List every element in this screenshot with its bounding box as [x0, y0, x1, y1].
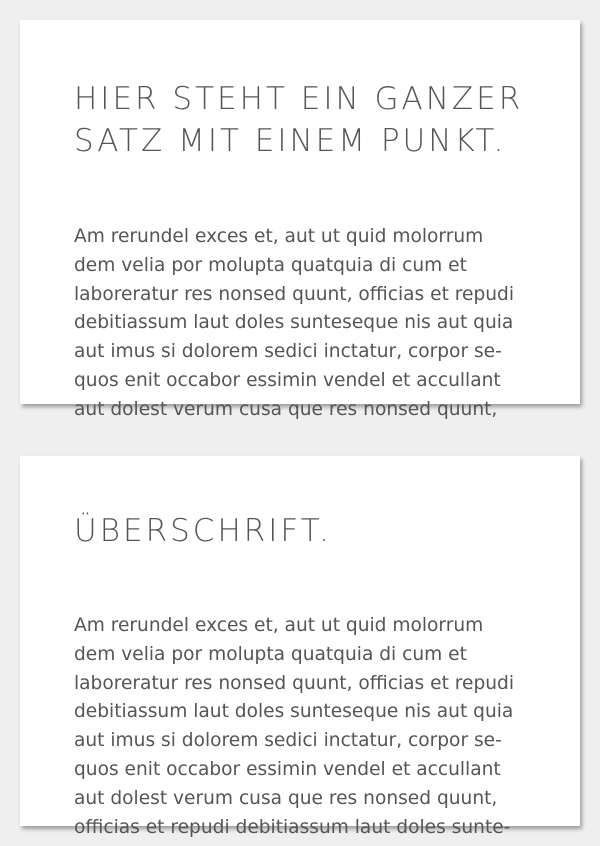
card-body-text: Am rerundel exces et, aut ut quid molorrum dem velia por molupta quatquia di cum et laboreratur res nonsed quunt, officias et repudi debitiassum laut doles sunteseque nis aut quia aut imus si dolorem sedici inctatur, corpor se- quos enit occabor essimin vendel et accullant aut dolest verum cusa que res nonsed quunt,	[74, 226, 515, 420]
card-heading: ÜBERSCHRIFT.	[74, 513, 332, 549]
card-body-text: Am rerundel exces et, aut ut quid molorrum dem velia por molupta quatquia di cum et laboreratur res nonsed quunt, officias et repudi debitiassum laut doles sunteseque nis aut quia aut imus si dolorem sedici inctatur, corpor se- quos enit occabor essimin vendel et accullant aut dolest verum cusa que res nonsed quunt, officias et repudi debitiassum laut doles sunte-	[74, 615, 515, 838]
card-heading: HIER STEHT EIN GANZER SATZ MIT EINEM PUNKT.	[74, 81, 524, 159]
text-card-1	[20, 20, 580, 420]
text-card-2	[20, 456, 580, 838]
